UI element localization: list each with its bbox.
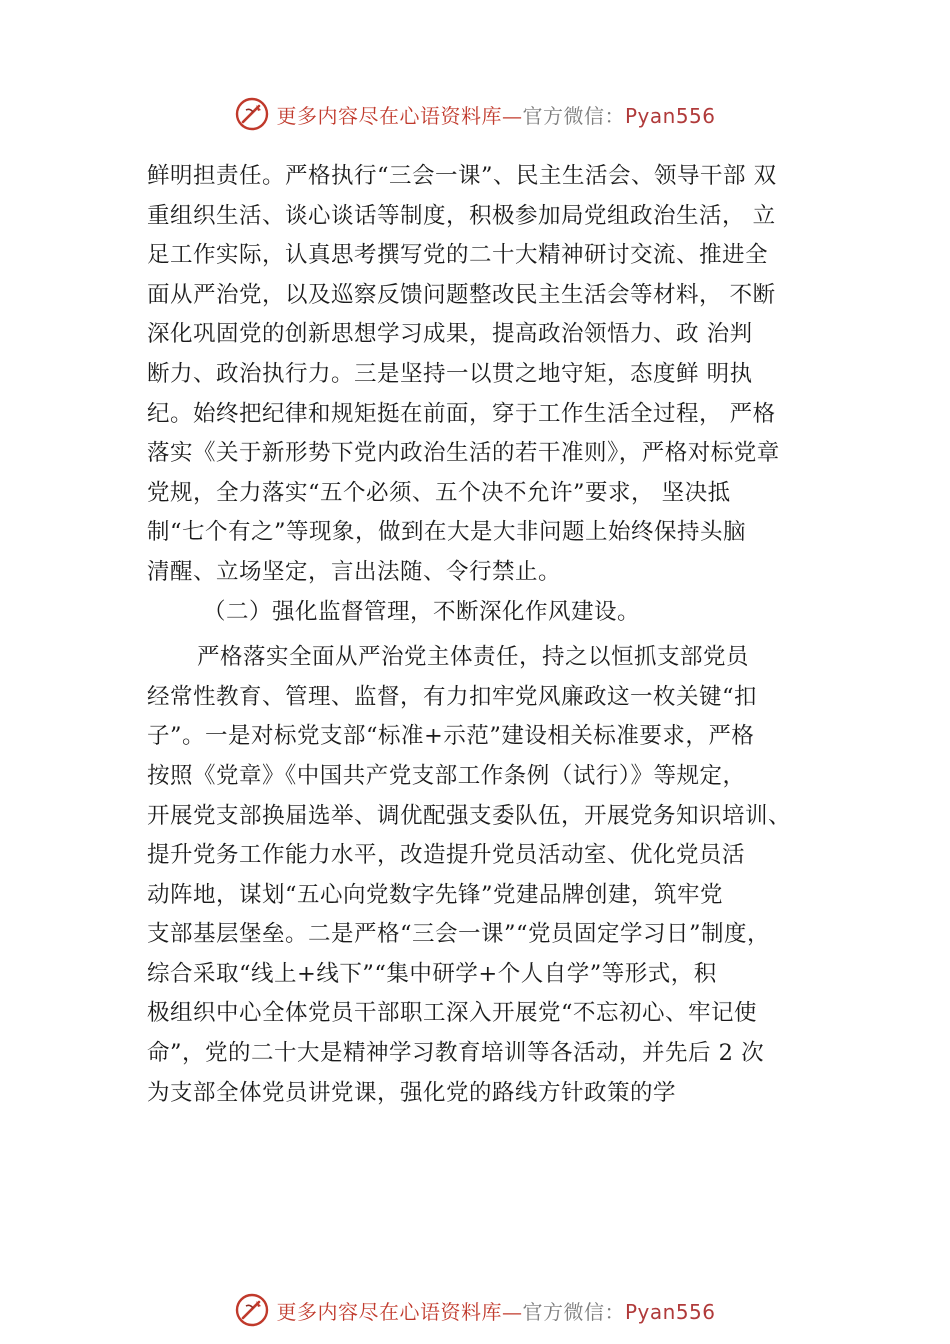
text-line: 动阵地，谋划“五心向党数字先锋”党建品牌创建，筑牢党 — [147, 881, 724, 908]
watermark-dash: — — [501, 1299, 523, 1324]
text-line: 面从严治党，以及巡察反馈问题整改民主生活会等材料， 不断 — [147, 281, 776, 308]
text-line: 深化巩固党的创新思想学习成果，提高政治领悟力、政 治判 — [147, 321, 753, 348]
watermark-prefix: 更多内容尽在心语资料库 — [276, 103, 502, 128]
text-line: 制“七个有之”等现象，做到在大是大非问题上始终保持头脑 — [147, 519, 747, 546]
watermark-prefix: 更多内容尽在心语资料库 — [276, 1299, 502, 1324]
text-line: 按照《党章》《中国共产党支部工作条例（试行）》等规定， — [147, 762, 746, 789]
watermark-handle: Pyan556 — [624, 103, 716, 128]
text-line: 开展党支部换届选举、调优配强支委队伍，开展党务知识培训、 — [147, 802, 792, 829]
text-line: 纪。始终把纪律和规矩挺在前面，穿于工作生活全过程， 严格 — [147, 400, 776, 427]
text-line: 党规，全力落实“五个必须、五个决不允许”要求， 坚决抵 — [147, 479, 731, 506]
text-line: 综合采取“线上+线下”“集中研学+个人自学”等形式，积 — [147, 960, 717, 987]
text-line: 落实《关于新形势下党内政治生活的若干准则》，严格对标党章 — [147, 440, 780, 467]
text-line: 命”，党的二十大是精神学习教育培训等各活动，并先后 2 次 — [147, 1040, 765, 1067]
watermark-official: 官方微信： — [522, 103, 625, 128]
watermark-text — [276, 100, 715, 129]
text-line: 清醒、立场坚定，言出法随、令行禁止。 — [147, 558, 562, 585]
text-line: 支部基层堡垒。二是严格“三会一课”“党员固定学习日”制度， — [147, 921, 771, 948]
text-line: 为支部全体党员讲党课，强化党的路线方针政策的学 — [147, 1079, 677, 1106]
text-line: 提升党务工作能力水平，改造提升党员活动室、优化党员活 — [147, 842, 746, 869]
watermark-dash: — — [501, 103, 523, 128]
footer-watermark — [0, 1290, 950, 1330]
text-line: 子”。一是对标党支部“标准+示范”建设相关标准要求，严格 — [147, 723, 755, 750]
text-line: 足工作实际，认真思考撰写党的二十大精神研讨交流、推进全 — [147, 242, 769, 269]
text-line: 重组织生活、谈心谈话等制度，积极参加局党组政治生活， 立 — [147, 202, 776, 229]
header-watermark — [0, 94, 950, 134]
text-line: 严格落实全面从严治党主体责任，持之以恒抓支部党员 — [197, 644, 750, 671]
text-line: 经常性教育、管理、监督，有力扣牢党风廉政这一枚关键“扣 — [147, 683, 758, 710]
paragraph-1 — [147, 157, 831, 593]
section-heading: （二）强化监督管理，不断深化作风建设。 — [203, 598, 641, 625]
watermark-official: 官方微信： — [522, 1299, 625, 1324]
logo-icon — [234, 1292, 270, 1328]
watermark-handle: Pyan556 — [624, 1299, 716, 1324]
logo-icon — [234, 96, 270, 132]
paragraph-2 — [147, 638, 831, 1113]
watermark-text — [276, 1296, 715, 1325]
text-line: 鲜明担责任。严格执行“三会一课”、民主生活会、领导干部 双 — [147, 163, 777, 189]
text-line: 断力、政治执行力。三是坚持一以贯之地守矩，态度鲜 明执 — [147, 360, 753, 387]
text-line: 极组织中心全体党员干部职工深入开展党“不忘初心、牢记使 — [147, 1000, 758, 1027]
document-body — [147, 157, 831, 1113]
